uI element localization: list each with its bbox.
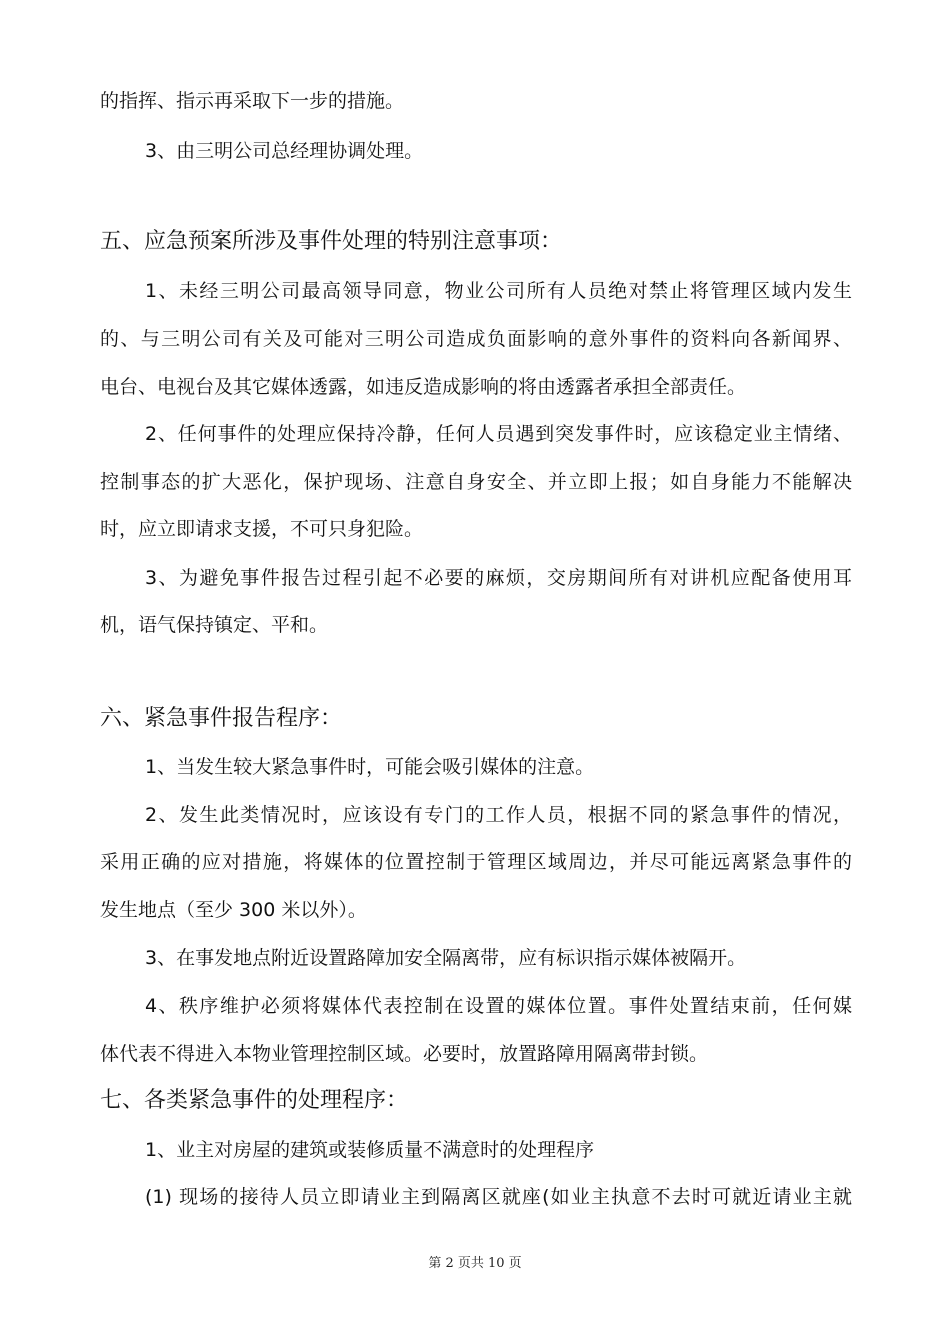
section-heading-5: 五、应急预案所涉及事件处理的特别注意事项： (100, 229, 563, 254)
paragraph-line: 机，语气保持镇定、平和。 (100, 614, 329, 636)
paragraph-line: 3、为避免事件报告过程引起不必要的麻烦，交房期间所有对讲机应配备使用耳 (145, 567, 852, 589)
paragraph-line: 的、与三明公司有关及可能对三明公司造成负面影响的意外事件的资料向各新闻界、 (100, 328, 852, 350)
paragraph-line: (1) 现场的接待人员立即请业主到隔离区就座(如业主执意不去时可就近请业主就 (145, 1186, 852, 1208)
paragraph-line: 3、在事发地点附近设置路障加安全隔离带，应有标识指示媒体被隔开。 (145, 947, 747, 969)
paragraph-line: 时，应立即请求支援，不可只身犯险。 (100, 518, 424, 540)
paragraph-line: 采用正确的应对措施，将媒体的位置控制于管理区域周边，并尽可能远离紧急事件的 (100, 851, 852, 873)
paragraph-line: 2、任何事件的处理应保持冷静，任何人员遇到突发事件时，应该稳定业主情绪、 (145, 423, 852, 445)
paragraph-line: 体代表不得进入本物业管理控制区域。必要时，放置路障用隔离带封锁。 (100, 1043, 709, 1065)
section-heading-7: 七、各类紧急事件的处理程序： (100, 1088, 409, 1113)
section-heading-6: 六、紧急事件报告程序： (100, 706, 343, 731)
paragraph-line: 的指挥、指示再采取下一步的措施。 (100, 90, 405, 112)
page-number: 第 2 页共 10 页 (428, 1256, 522, 1271)
paragraph-line: 4、秩序维护必须将媒体代表控制在设置的媒体位置。事件处置结束前，任何媒 (145, 995, 852, 1017)
paragraph-line: 2、发生此类情况时，应该设有专门的工作人员，根据不同的紧急事件的情况， (145, 804, 852, 826)
paragraph-line: 3、由三明公司总经理协调处理。 (145, 140, 424, 162)
paragraph-line: 控制事态的扩大恶化，保护现场、注意自身安全、并立即上报；如自身能力不能解决 (100, 471, 852, 493)
paragraph-line: 1、业主对房屋的建筑或装修质量不满意时的处理程序 (145, 1139, 595, 1161)
paragraph-line: 1、未经三明公司最高领导同意，物业公司所有人员绝对禁止将管理区域内发生 (145, 280, 852, 302)
paragraph-line: 发生地点（至少 300 米以外）。 (100, 899, 367, 921)
paragraph-line: 电台、电视台及其它媒体透露，如违反造成影响的将由透露者承担全部责任。 (100, 376, 747, 398)
paragraph-line: 1、当发生较大紧急事件时，可能会吸引媒体的注意。 (145, 756, 595, 778)
